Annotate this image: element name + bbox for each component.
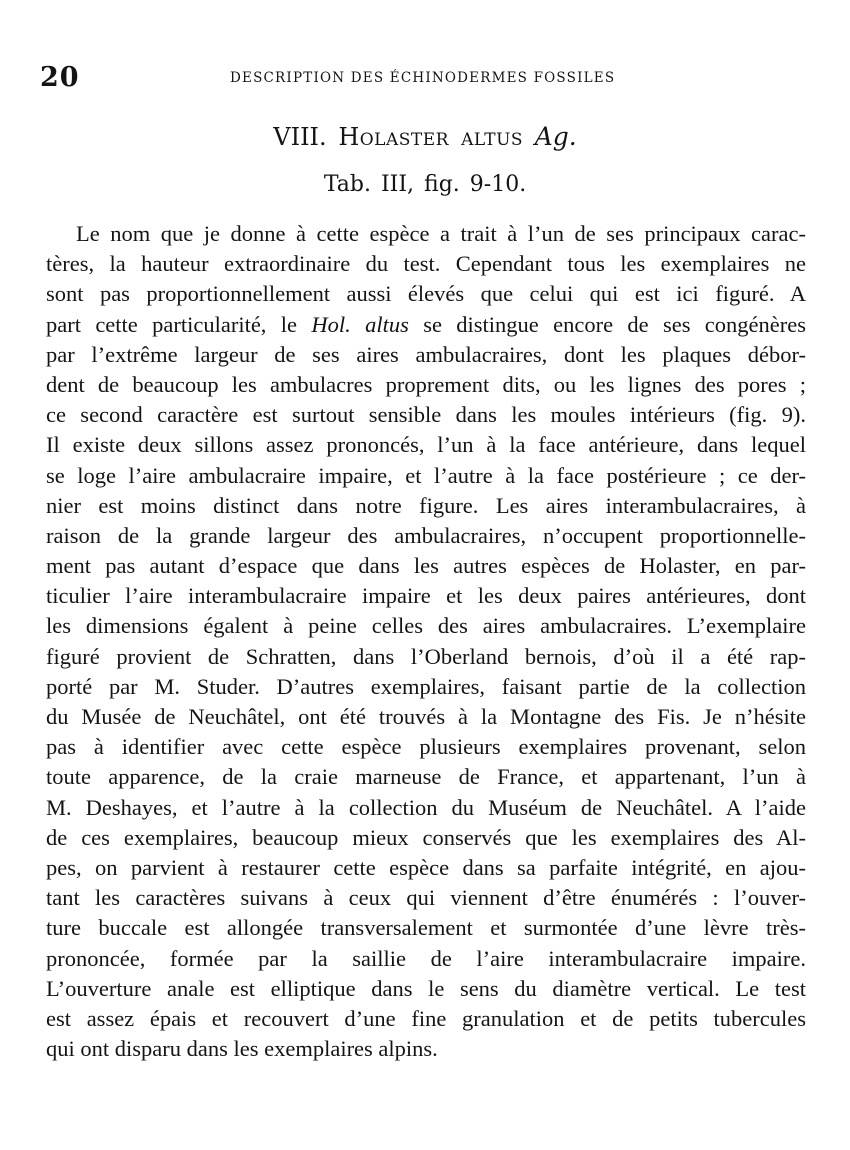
text-line: M. Deshayes, et l’autre à la collection du Muséum de Neuchâtel. A l’aide <box>46 794 806 820</box>
text-line: par l’extrême largeur de ses aires ambulacraires, dont les plaques débor- <box>46 341 806 367</box>
text-line: les dimensions égalent à peine celles des aires ambulacraires. L’exemplaire <box>46 613 806 639</box>
text-line: de ces exemplaires, beaucoup mieux conservés que les exemplaires des Al- <box>46 824 806 850</box>
text-line: ture buccale est allongée transversalement et surmontée d’une lèvre très- <box>46 915 806 941</box>
text-line: ment pas autant d’espace que dans les autres espèces de Holaster, en par- <box>46 553 806 579</box>
text-line: sont pas proportionnellement aussi élevés que celui qui est ici figuré. A <box>46 281 806 307</box>
text-line: tant les caractères suivans à ceux qui viennent d’être énumérés : l’ouver- <box>46 885 806 911</box>
text-line: L’ouverture anale est elliptique dans le sens du diamètre vertical. Le test <box>46 975 806 1001</box>
text-line: se loge l’aire ambulacraire impaire, et l’autre à la face postérieure ; ce der- <box>46 462 806 488</box>
text-line: ticulier l’aire interambulacraire impaire et les deux paires antérieures, dont <box>46 583 806 609</box>
text-line: ce second caractère est surtout sensible dans les moules intérieurs (fig. 9). <box>46 402 806 428</box>
species-author: Ag. <box>534 122 577 151</box>
text-segment: se distingue encore de ses congénères <box>423 311 807 337</box>
text-segment: part cette particularité, le <box>46 311 298 337</box>
text-line: toute apparence, de la craie marneuse de France, et appartenant, l’un à <box>46 764 806 790</box>
text-line: tères, la hauteur extraordinaire du test. Cependant tous les exemplaires ne <box>46 251 806 277</box>
text-line <box>46 310 806 340</box>
text-line: est assez épais et recouvert d’une fine granulation et de petits tubercules <box>46 1005 806 1031</box>
text-line: nier est moins distinct dans notre figure. Les aires interambulacraires, à <box>46 492 806 518</box>
text-line: du Musée de Neuchâtel, ont été trouvés à la Montagne des Fis. Je n’hésite <box>46 704 806 729</box>
text-line: prononcée, formée par la saillie de l’aire interambulacraire impaire. <box>46 945 806 971</box>
text-line: porté par M. Studer. D’autres exemplaires, faisant partie de la collection <box>46 673 806 699</box>
text-line: figuré provient de Schratten, dans l’Oberland bernois, d’où il a été rap- <box>46 643 806 669</box>
text-line: Le nom que je donne à cette espèce a trait à l’un de ses principaux carac- <box>76 221 806 246</box>
plate-reference: Tab. III, fig. 9-10. <box>323 172 527 197</box>
text-line: pes, on parvient à restaurer cette espèce dans sa parfaite intégrité, en ajou- <box>46 854 806 880</box>
text-line: raison de la grande largeur des ambulacraires, n’occupent proportionnelle- <box>46 522 806 548</box>
species-title <box>0 122 850 151</box>
title-numeral: VIII. <box>273 123 327 151</box>
body-paragraph <box>46 219 806 1064</box>
text-line: Il existe deux sillons assez prononcés, l’un à la face antérieure, dans lequel <box>46 432 806 458</box>
text-line: pas à identifier avec cette espèce plusieurs exemplaires provenant, selon <box>46 734 806 760</box>
species-name: Holaster altus <box>338 123 524 151</box>
running-title: DESCRIPTION DES ÉCHINODERMES FOSSILES <box>230 70 616 86</box>
page-number: 20 <box>40 62 80 93</box>
species-abbreviation: Hol. altus <box>311 311 409 337</box>
text-line: dent de beaucoup les ambulacres proprement dits, ou les lignes des pores ; <box>46 371 806 397</box>
text-line: qui ont disparu dans les exemplaires alpins. <box>46 1036 438 1062</box>
